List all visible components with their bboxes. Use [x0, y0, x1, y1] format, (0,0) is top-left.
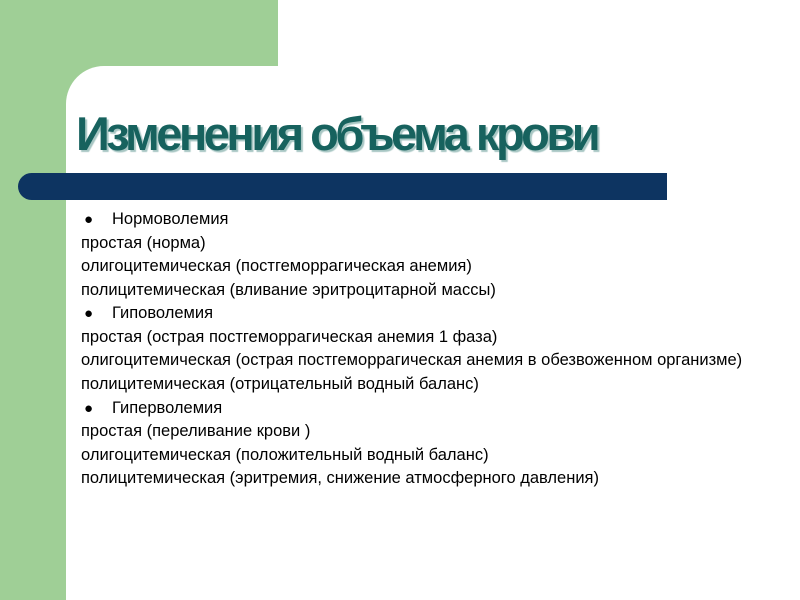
- text-line: олигоцитемическая (положительный водный баланс): [81, 445, 489, 464]
- bullet-item: [81, 397, 771, 421]
- slide-content: [81, 208, 771, 491]
- bullet-icon: ●: [84, 399, 94, 417]
- bullet-icon: ●: [84, 211, 94, 228]
- text-line: полицитемическая (отрицательный водный баланс): [81, 375, 479, 393]
- bullet-item: [81, 302, 771, 326]
- bullet-icon: ●: [84, 305, 94, 322]
- bullet-text: Гиперволемия: [112, 398, 223, 417]
- text-line: олигоцитемическая (острая постгеморрагическая анемия в обезвоженном организме): [81, 351, 743, 369]
- bullet-text: Гиповолемия: [112, 304, 214, 322]
- title-underline-bar: [18, 173, 667, 200]
- slide-title: Изменения объема крови: [76, 107, 598, 160]
- text-line: простая (норма): [81, 233, 206, 252]
- text-line: полицитемическая (эритремия, снижение атмосферного давления): [81, 469, 599, 487]
- text-line: простая (переливание крови ): [81, 422, 311, 440]
- text-line: олигоцитемическая (постгеморрагическая анемия): [81, 257, 472, 275]
- bullet-item: [81, 208, 771, 232]
- bullet-text: Нормоволемия: [112, 210, 229, 228]
- text-line: простая (острая постгеморрагическая анемия 1 фаза): [81, 327, 498, 346]
- text-line: полицитемическая (вливание эритроцитарной массы): [81, 280, 496, 299]
